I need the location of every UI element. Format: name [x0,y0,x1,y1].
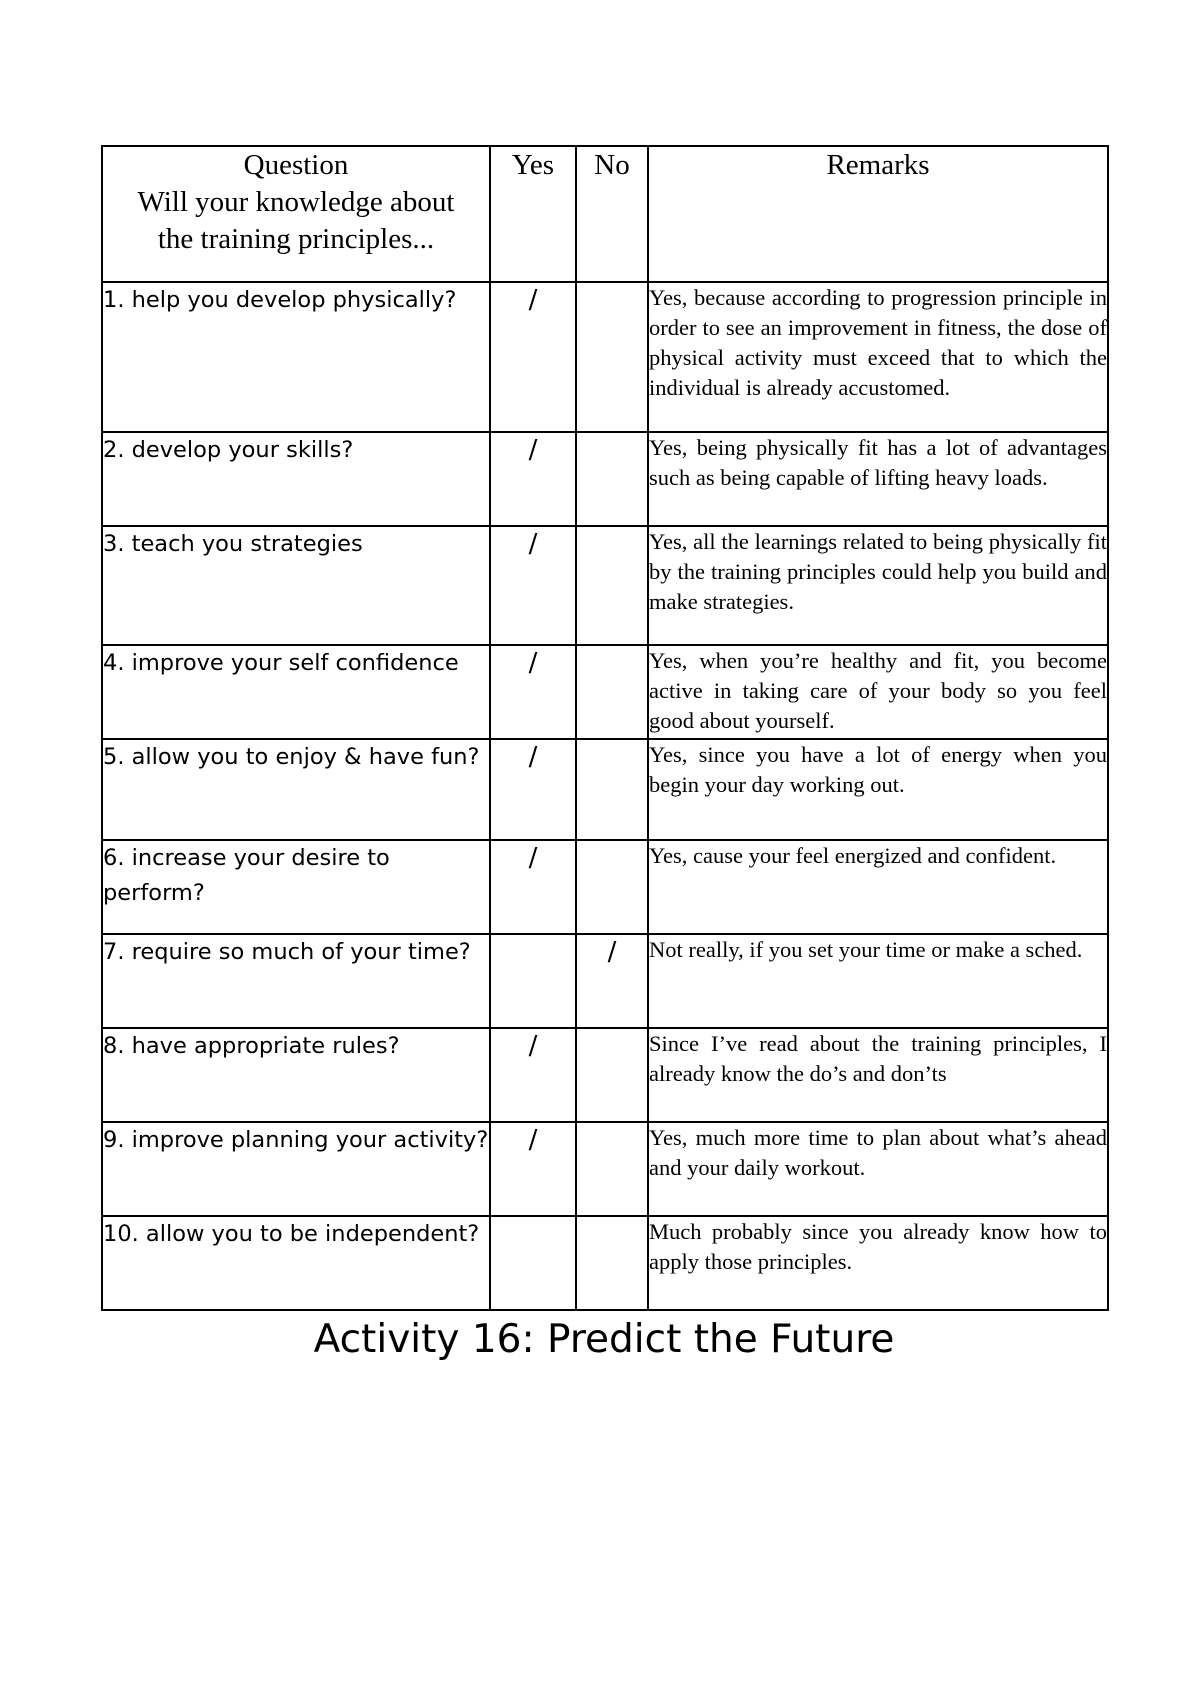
no-mark [576,840,648,934]
table-row [102,934,1108,1028]
question-cell: 6. increase your desire to perform? [102,840,490,934]
table-row [102,1216,1108,1310]
no-header: No [576,146,648,282]
question-cell: 9. improve planning your activity? [102,1122,490,1216]
question-cell: 4. improve your self confidence [102,645,490,739]
question-cell: 7. require so much of your time? [102,934,490,1028]
yes-mark: / [490,526,576,645]
remark-cell: Yes, being physically fit has a lot of advantages such as being capable of lifting heavy loads. [648,432,1108,526]
question-cell: 5. allow you to enjoy & have fun? [102,739,490,840]
table-row [102,840,1108,934]
no-mark [576,432,648,526]
yes-header: Yes [490,146,576,282]
yes-mark: / [490,1122,576,1216]
question-cell: 2. develop your skills? [102,432,490,526]
yes-mark: / [490,840,576,934]
remark-cell: Yes, all the learnings related to being physically fit by the training principles could help you build and make strategies. [648,526,1108,645]
remark-cell: Yes, since you have a lot of energy when you begin your day working out. [648,739,1108,840]
no-mark [576,1216,648,1310]
survey-table [101,145,1109,1311]
activity-caption: Activity 16: Predict the Future [313,1317,895,1362]
question-header-line2: Will your knowledge about [137,186,455,218]
remark-cell: Yes, when you’re healthy and fit, you become active in taking care of your body so you feel good about yourself. [648,645,1108,739]
yes-mark [490,1216,576,1310]
remark-cell: Since I’ve read about the training principles, I already know the do’s and don’ts [648,1028,1108,1122]
remark-cell: Yes, because according to progression principle in order to see an improvement in fitness, the dose of physical activity must exceed that to which the individual is already accustomed. [648,282,1108,432]
remark-cell: Not really, if you set your time or make a sched. [648,934,1108,1028]
no-mark [576,1122,648,1216]
no-mark [576,526,648,645]
yes-mark: / [490,432,576,526]
question-cell: 3. teach you strategies [102,526,490,645]
table-row [102,1028,1108,1122]
header-row [102,146,1108,282]
yes-mark: / [490,645,576,739]
question-header-line1: Question [243,149,349,181]
question-cell: 10. allow you to be independent? [102,1216,490,1310]
remark-cell: Yes, cause your feel energized and confident. [648,840,1108,934]
table-row [102,282,1108,432]
remarks-header: Remarks [648,146,1108,282]
question-header-line3: the training principles... [157,223,435,255]
yes-mark: / [490,282,576,432]
yes-mark: / [490,739,576,840]
worksheet [101,145,1107,1365]
no-mark: / [576,934,648,1028]
table-row [102,1122,1108,1216]
question-header [102,146,490,282]
remark-cell: Much probably since you already know how to apply those principles. [648,1216,1108,1310]
no-mark [576,645,648,739]
yes-mark [490,934,576,1028]
yes-mark: / [490,1028,576,1122]
table-row [102,432,1108,526]
question-cell: 8. have appropriate rules? [102,1028,490,1122]
no-mark [576,739,648,840]
no-mark [576,1028,648,1122]
question-cell: 1. help you develop physically? [102,282,490,432]
table-row [102,526,1108,645]
remark-cell: Yes, much more time to plan about what’s ahead and your daily workout. [648,1122,1108,1216]
no-mark [576,282,648,432]
table-row [102,739,1108,840]
table-row [102,645,1108,739]
